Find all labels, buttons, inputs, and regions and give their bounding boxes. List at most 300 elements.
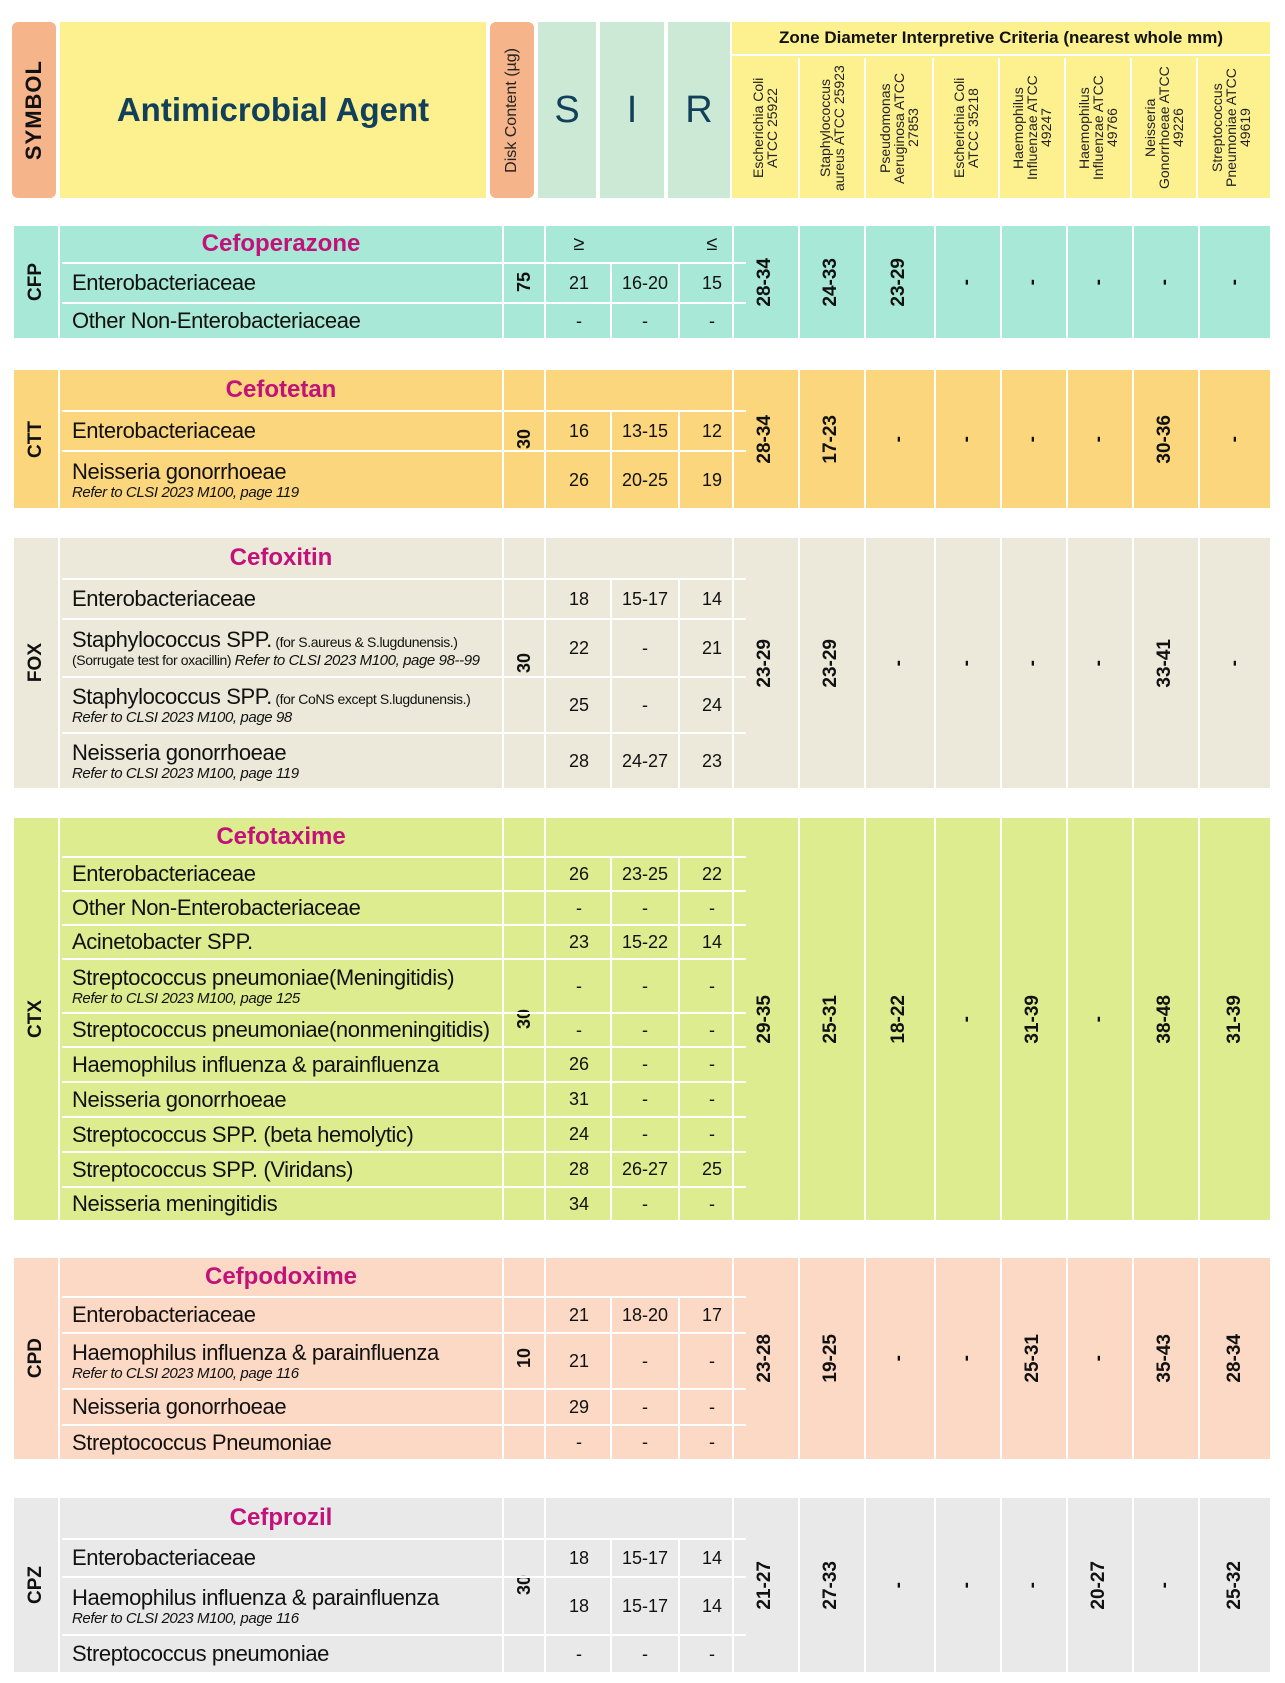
s-value: - <box>576 1432 582 1452</box>
drug-title: Cefprozil <box>229 1504 333 1531</box>
zone-value <box>934 538 998 788</box>
organism-cell <box>66 1048 496 1081</box>
organism-name: Enterobacteriaceae <box>72 418 256 444</box>
clsi-reference: Refer to CLSI 2023 M100, page 98 <box>72 708 292 726</box>
s-value: 26 <box>568 1054 590 1074</box>
zone-value <box>1000 1258 1064 1459</box>
zone-value-text: 28-34 <box>1224 1334 1245 1383</box>
organism-line <box>72 460 496 483</box>
r-value: - <box>709 1432 715 1452</box>
s-value: 16 <box>568 420 590 441</box>
organism-line <box>72 1192 496 1215</box>
zone-value-text: 25-32 <box>1224 1560 1245 1610</box>
organism-subnote: (Sorrugate test for oxacillin) <box>72 651 235 668</box>
qc-strain-label: Haemophilus Influenzae ATCC 49766 <box>1076 75 1120 181</box>
r-value: - <box>709 310 715 331</box>
organism-line <box>72 1642 496 1665</box>
organism-name: Streptococcus pneumoniae(nonmeningitidis) <box>72 1017 490 1043</box>
zone-value <box>1000 370 1064 508</box>
qc-strain-header <box>998 58 1064 198</box>
qc-strain-label: Streptococcus Pneumoniae ATCC 49619 <box>1209 68 1253 188</box>
organism-name: Enterobacteriaceae <box>72 861 256 887</box>
r-value: - <box>709 975 715 996</box>
zone-value <box>732 538 796 788</box>
organism-cell <box>66 1118 496 1151</box>
i-value: - <box>642 1019 648 1040</box>
zone-value-text: 38-48 <box>1154 994 1175 1044</box>
drug-symbol <box>14 1498 60 1672</box>
zone-value <box>1132 226 1196 338</box>
zone-value <box>1000 226 1064 338</box>
organism-cell <box>66 1188 496 1220</box>
organism-subline <box>72 766 496 782</box>
zone-value-text: - <box>1154 1581 1175 1589</box>
organism-row <box>62 1634 746 1672</box>
organism-row <box>62 618 746 676</box>
i-value: - <box>642 694 648 715</box>
zone-value <box>864 226 932 338</box>
zone-value-text: - <box>1088 278 1109 286</box>
zone-value <box>798 1498 862 1672</box>
i-header <box>600 22 664 198</box>
i-value: - <box>642 1124 648 1144</box>
r-value: 25 <box>701 1159 723 1179</box>
symbol-header <box>12 22 56 198</box>
s-value: 21 <box>568 1350 590 1371</box>
organism-line <box>72 741 496 764</box>
s-value: 31 <box>568 1089 590 1109</box>
zone-value-text: - <box>1224 278 1245 286</box>
drug-symbol-label: FOX <box>25 643 46 683</box>
r-value: - <box>709 1643 715 1664</box>
s-value: 24 <box>568 1124 590 1144</box>
organism-note: (for CoNS except S.lugdunensis.) <box>271 690 471 707</box>
organism-name: Streptococcus pneumoniae(Meningitidis) <box>72 964 455 990</box>
organism-name: Staphylococcus SPP. <box>72 626 272 652</box>
zone-value-text: - <box>1088 435 1109 443</box>
zone-value <box>732 1258 796 1459</box>
i-value: 15-17 <box>621 588 669 609</box>
ge-symbol: ≥ <box>573 232 585 255</box>
s-value: 22 <box>568 637 590 658</box>
zone-value-text: 23-29 <box>888 257 909 307</box>
i-value: 24-27 <box>621 750 669 771</box>
zone-value-text: - <box>888 435 909 443</box>
disk-content-value: 75 <box>513 271 534 293</box>
organism-name: Neisseria gonorrhoeae <box>72 739 287 765</box>
zone-value-text: - <box>1022 435 1043 443</box>
zone-value <box>1132 538 1196 788</box>
organism-subline <box>72 1366 496 1382</box>
organism-row <box>62 1151 746 1186</box>
organism-line <box>72 1053 496 1076</box>
zone-value <box>934 226 998 338</box>
zone-value <box>1132 370 1196 508</box>
organism-name: Neisseria gonorrhoeae <box>72 1394 287 1420</box>
zone-value <box>934 1498 998 1672</box>
organism-row <box>62 450 746 508</box>
zone-value-text: 28-34 <box>754 257 775 307</box>
qc-strain-header <box>932 58 998 198</box>
drug-section-cpd <box>14 1258 1270 1459</box>
zone-header <box>732 22 1270 198</box>
organism-subline <box>72 710 496 726</box>
s-header <box>538 22 596 198</box>
zone-value <box>1198 226 1270 338</box>
zone-value <box>1066 1498 1130 1672</box>
organism-cell <box>66 960 496 1012</box>
drug-section-cpz <box>14 1498 1270 1672</box>
organism-cell <box>66 1334 496 1388</box>
i-value: - <box>642 1396 648 1417</box>
organism-name: Neisseria meningitidis <box>72 1191 278 1217</box>
zone-value-text: - <box>956 659 977 667</box>
qc-strain-label: Escherichia Coli ATCC 25922 <box>750 77 780 179</box>
r-value: 23 <box>701 750 723 771</box>
zone-value-text: - <box>1088 1015 1109 1023</box>
organism-cell <box>66 892 496 924</box>
zone-value-text: 19-25 <box>820 1334 841 1383</box>
organism-row <box>62 1388 746 1424</box>
organism-row <box>62 1046 746 1081</box>
drug-title: Cefoxitin <box>229 544 333 571</box>
organism-cell <box>66 1153 496 1186</box>
organism-line <box>72 1018 496 1041</box>
drug-symbol <box>14 226 60 338</box>
organism-name: Neisseria gonorrhoeae <box>72 458 287 484</box>
zone-value <box>1198 1498 1270 1672</box>
organism-name: Streptococcus SPP. (beta hemolytic) <box>72 1121 414 1147</box>
organism-row <box>62 302 746 338</box>
zone-value <box>1066 1258 1130 1459</box>
i-value: 23-25 <box>621 863 669 884</box>
zone-value-text: - <box>1088 659 1109 667</box>
i-header-label: I <box>626 88 638 131</box>
i-value: 16-20 <box>621 272 669 293</box>
s-value: 18 <box>568 1595 590 1616</box>
organism-name: Enterobacteriaceae <box>72 1545 256 1571</box>
r-value: - <box>709 1019 715 1040</box>
disk-content-value: 30 <box>513 652 534 674</box>
zone-value-text: - <box>1022 659 1043 667</box>
r-value: 21 <box>701 637 723 658</box>
zone-value-text: 25-31 <box>1022 1334 1043 1383</box>
drug-symbol <box>14 370 60 508</box>
organism-row <box>62 578 746 618</box>
i-value: - <box>642 975 648 996</box>
organism-line <box>72 1341 496 1364</box>
organism-note: (for S.aureus & S.lugdunensis.) <box>271 633 458 650</box>
organism-name: Staphylococcus SPP. <box>72 683 272 709</box>
zone-value-text: - <box>956 1581 977 1589</box>
i-value: - <box>642 897 648 918</box>
i-value: - <box>642 1089 648 1109</box>
organism-row <box>62 890 746 924</box>
zone-value <box>1066 818 1130 1220</box>
organism-name: Neisseria gonorrhoeae <box>72 1086 287 1112</box>
s-value: 23 <box>568 931 590 952</box>
zone-value-text: 23-29 <box>754 638 775 688</box>
zone-value-text: 23-28 <box>754 1334 775 1383</box>
organism-cell <box>66 1390 496 1424</box>
zone-value <box>798 818 862 1220</box>
zone-value-text: - <box>888 659 909 667</box>
zone-value <box>1066 538 1130 788</box>
zone-value-text: 29-35 <box>754 994 775 1044</box>
r-value: - <box>709 1089 715 1109</box>
s-header-label: S <box>554 88 580 131</box>
organism-row <box>62 1576 746 1634</box>
zone-value-text: 21-27 <box>754 1560 775 1610</box>
drug-symbol <box>14 538 60 788</box>
zone-value-text: - <box>956 278 977 286</box>
zone-value-text: 35-43 <box>1154 1334 1175 1383</box>
clsi-reference: Refer to CLSI 2023 M100, page 119 <box>72 764 299 782</box>
organism-cell <box>66 858 496 890</box>
organism-cell <box>66 734 496 788</box>
r-value: - <box>709 1054 715 1074</box>
qc-strain-label: Staphylococcus aureus ATCC 25923 <box>817 65 847 191</box>
organism-row <box>62 1081 746 1116</box>
i-value: 15-22 <box>621 931 669 952</box>
zone-value <box>934 370 998 508</box>
organism-row <box>62 1424 746 1459</box>
r-value: 17 <box>701 1304 723 1325</box>
zone-value-text: 23-29 <box>820 638 841 688</box>
organism-row <box>62 1296 746 1332</box>
drug-section-ctx <box>14 818 1270 1220</box>
i-value: - <box>642 1054 648 1074</box>
zone-value-text: - <box>1224 435 1245 443</box>
zone-value <box>1000 818 1064 1220</box>
zone-value <box>1198 370 1270 508</box>
r-value: 15 <box>701 272 723 293</box>
organism-line <box>72 1123 496 1146</box>
zone-value-text: - <box>1022 1581 1043 1589</box>
disk-content-value: 30 <box>513 1008 534 1030</box>
s-value: - <box>576 1643 582 1664</box>
clsi-reference: Refer to CLSI 2023 M100, page 116 <box>72 1609 299 1627</box>
organism-name: Streptococcus Pneumoniae <box>72 1429 332 1455</box>
zone-value-text: 28-34 <box>754 414 775 464</box>
r-value: 14 <box>701 588 723 609</box>
organism-subline <box>72 653 496 669</box>
drug-symbol-label: CPZ <box>25 1566 46 1604</box>
zone-value <box>934 1258 998 1459</box>
i-value: - <box>642 1643 648 1664</box>
organism-name: Enterobacteriaceae <box>72 270 256 296</box>
i-value: - <box>642 1193 648 1214</box>
organism-cell <box>66 926 496 958</box>
drug-symbol-label: CFP <box>25 263 46 301</box>
organism-line <box>72 862 496 885</box>
organism-line <box>72 1088 496 1111</box>
drug-title: Cefpodoxime <box>204 1263 357 1290</box>
organism-name: Other Non-Enterobacteriaceae <box>72 895 361 921</box>
organism-cell <box>66 1426 496 1459</box>
drug-title: Cefotaxime <box>216 823 346 850</box>
qc-strain-label: Escherichia Coli ATCC 35218 <box>951 77 981 179</box>
organism-cell <box>66 1578 496 1634</box>
organism-row <box>62 958 746 1012</box>
organism-cell <box>66 1540 496 1576</box>
zone-value <box>732 226 796 338</box>
organism-name: Streptococcus pneumoniae <box>72 1641 330 1667</box>
r-header-label: R <box>685 88 713 131</box>
organism-row <box>62 676 746 732</box>
drug-symbol-label: CTT <box>25 420 46 458</box>
organism-line <box>72 1395 496 1418</box>
organism-row <box>62 410 746 450</box>
zone-value-text: 27-33 <box>820 1560 841 1610</box>
zone-value-text: - <box>956 435 977 443</box>
zone-value <box>1198 538 1270 788</box>
organism-cell <box>66 452 496 508</box>
le-symbol: ≤ <box>706 232 718 255</box>
agent-header <box>60 22 486 198</box>
organism-line <box>72 1431 496 1454</box>
s-value: 28 <box>568 750 590 771</box>
disk-content-value: 10 <box>513 1348 534 1369</box>
i-value: 13-15 <box>621 420 669 441</box>
qc-strain-label: Haemophilus Influenzae ATCC 49247 <box>1010 75 1054 181</box>
drug-title: Cefotetan <box>225 376 337 403</box>
zone-value-text: 24-33 <box>820 257 841 307</box>
organism-cell <box>66 678 496 732</box>
organism-row <box>62 262 746 302</box>
qc-strain-header <box>1130 58 1196 198</box>
zone-value <box>1066 370 1130 508</box>
organism-line <box>72 587 496 610</box>
zone-value <box>1132 1258 1196 1459</box>
zone-value-text: - <box>888 1581 909 1589</box>
organism-line <box>72 685 496 708</box>
s-value: - <box>576 897 582 918</box>
zone-value <box>798 1258 862 1459</box>
s-value: 28 <box>568 1159 590 1179</box>
s-value: - <box>576 1019 582 1040</box>
zone-value-text: 18-22 <box>888 994 909 1044</box>
zone-value-text: - <box>956 1015 977 1023</box>
r-value: 14 <box>701 1547 723 1568</box>
organism-name: Haemophilus influenza & parainfluenza <box>72 1584 439 1610</box>
qc-strain-header <box>798 58 864 198</box>
drug-symbol <box>14 818 60 1220</box>
r-value: - <box>709 1396 715 1417</box>
organism-name: Other Non-Enterobacteriaceae <box>72 308 361 334</box>
zone-value-text: - <box>888 1355 909 1362</box>
zone-value <box>864 538 932 788</box>
zone-value <box>864 818 932 1220</box>
s-value: 18 <box>568 1547 590 1568</box>
organism-line <box>72 1586 496 1609</box>
i-value: 18-20 <box>621 1304 669 1325</box>
zone-value <box>1198 1258 1270 1459</box>
organism-row <box>62 1186 746 1220</box>
s-value: 34 <box>568 1193 590 1214</box>
zone-value-text: - <box>956 1355 977 1362</box>
organism-cell <box>66 264 496 302</box>
organism-subline <box>72 991 496 1007</box>
zone-value <box>1198 818 1270 1220</box>
i-value: - <box>642 310 648 331</box>
clsi-reference: Refer to CLSI 2023 M100, page 119 <box>72 483 299 501</box>
zone-value-text: 30-36 <box>1154 414 1175 464</box>
r-value: - <box>709 897 715 918</box>
s-value: 21 <box>568 1304 590 1325</box>
zone-value <box>1000 538 1064 788</box>
s-value: 25 <box>568 694 590 715</box>
s-value: 26 <box>568 863 590 884</box>
zone-value-text: 17-23 <box>820 414 841 464</box>
organism-cell <box>66 1298 496 1332</box>
zone-value <box>732 370 796 508</box>
zone-value <box>732 1498 796 1672</box>
i-value: 20-25 <box>621 469 669 490</box>
qc-strain-label: Pseudomonas Aeruginosa ATCC 27853 <box>877 72 921 184</box>
s-value: - <box>576 975 582 996</box>
qc-strain-header <box>732 58 798 198</box>
organism-row <box>62 1332 746 1388</box>
qc-strain-header <box>1064 58 1130 198</box>
clsi-reference: Refer to CLSI 2023 M100, page 116 <box>72 1364 299 1382</box>
zone-header-title: Zone Diameter Interpretive Criteria (nearest whole mm) <box>732 22 1270 56</box>
organism-line <box>72 1158 496 1181</box>
organism-line <box>72 1546 496 1569</box>
s-value: 18 <box>568 588 590 609</box>
organism-line <box>72 966 496 989</box>
s-value: 21 <box>568 272 590 293</box>
zone-value-text: - <box>1224 659 1245 667</box>
r-value: - <box>709 1124 715 1144</box>
zone-value-text: 31-39 <box>1022 994 1043 1044</box>
r-value: 14 <box>701 931 723 952</box>
organism-line <box>72 309 496 332</box>
drug-section-cfp <box>14 226 1270 338</box>
r-value: 24 <box>701 694 723 715</box>
disk-content-value: 30 <box>513 1574 534 1596</box>
s-value: 26 <box>568 469 590 490</box>
organism-cell <box>66 304 496 338</box>
organism-row <box>62 924 746 958</box>
zone-value-text: - <box>1154 278 1175 286</box>
r-value: 22 <box>701 863 723 884</box>
zone-value <box>732 818 796 1220</box>
zone-value-text: 25-31 <box>820 994 841 1044</box>
qc-strain-header <box>864 58 932 198</box>
disk-header <box>490 22 534 198</box>
drug-section-fox <box>14 538 1270 788</box>
organism-row <box>62 856 746 890</box>
organism-subline <box>72 485 496 501</box>
r-value: - <box>709 1193 715 1214</box>
disk-content-value: 30 <box>513 428 534 450</box>
organism-cell <box>66 412 496 450</box>
organism-line <box>72 419 496 442</box>
organism-subline <box>72 1611 496 1627</box>
zone-value <box>864 370 932 508</box>
zone-value <box>798 538 862 788</box>
organism-name: Haemophilus influenza & parainfluenza <box>72 1339 439 1365</box>
drug-symbol <box>14 1258 60 1459</box>
zone-value <box>1132 1498 1196 1672</box>
zone-value-text: 20-27 <box>1088 1560 1109 1610</box>
i-value: 15-17 <box>621 1595 669 1616</box>
s-value: 29 <box>568 1396 590 1417</box>
qc-strain-label: Neisseria Gonorrhoeae ATCC 49226 <box>1142 66 1186 190</box>
organism-name: Enterobacteriaceae <box>72 586 256 612</box>
zone-value-text: - <box>1022 278 1043 286</box>
